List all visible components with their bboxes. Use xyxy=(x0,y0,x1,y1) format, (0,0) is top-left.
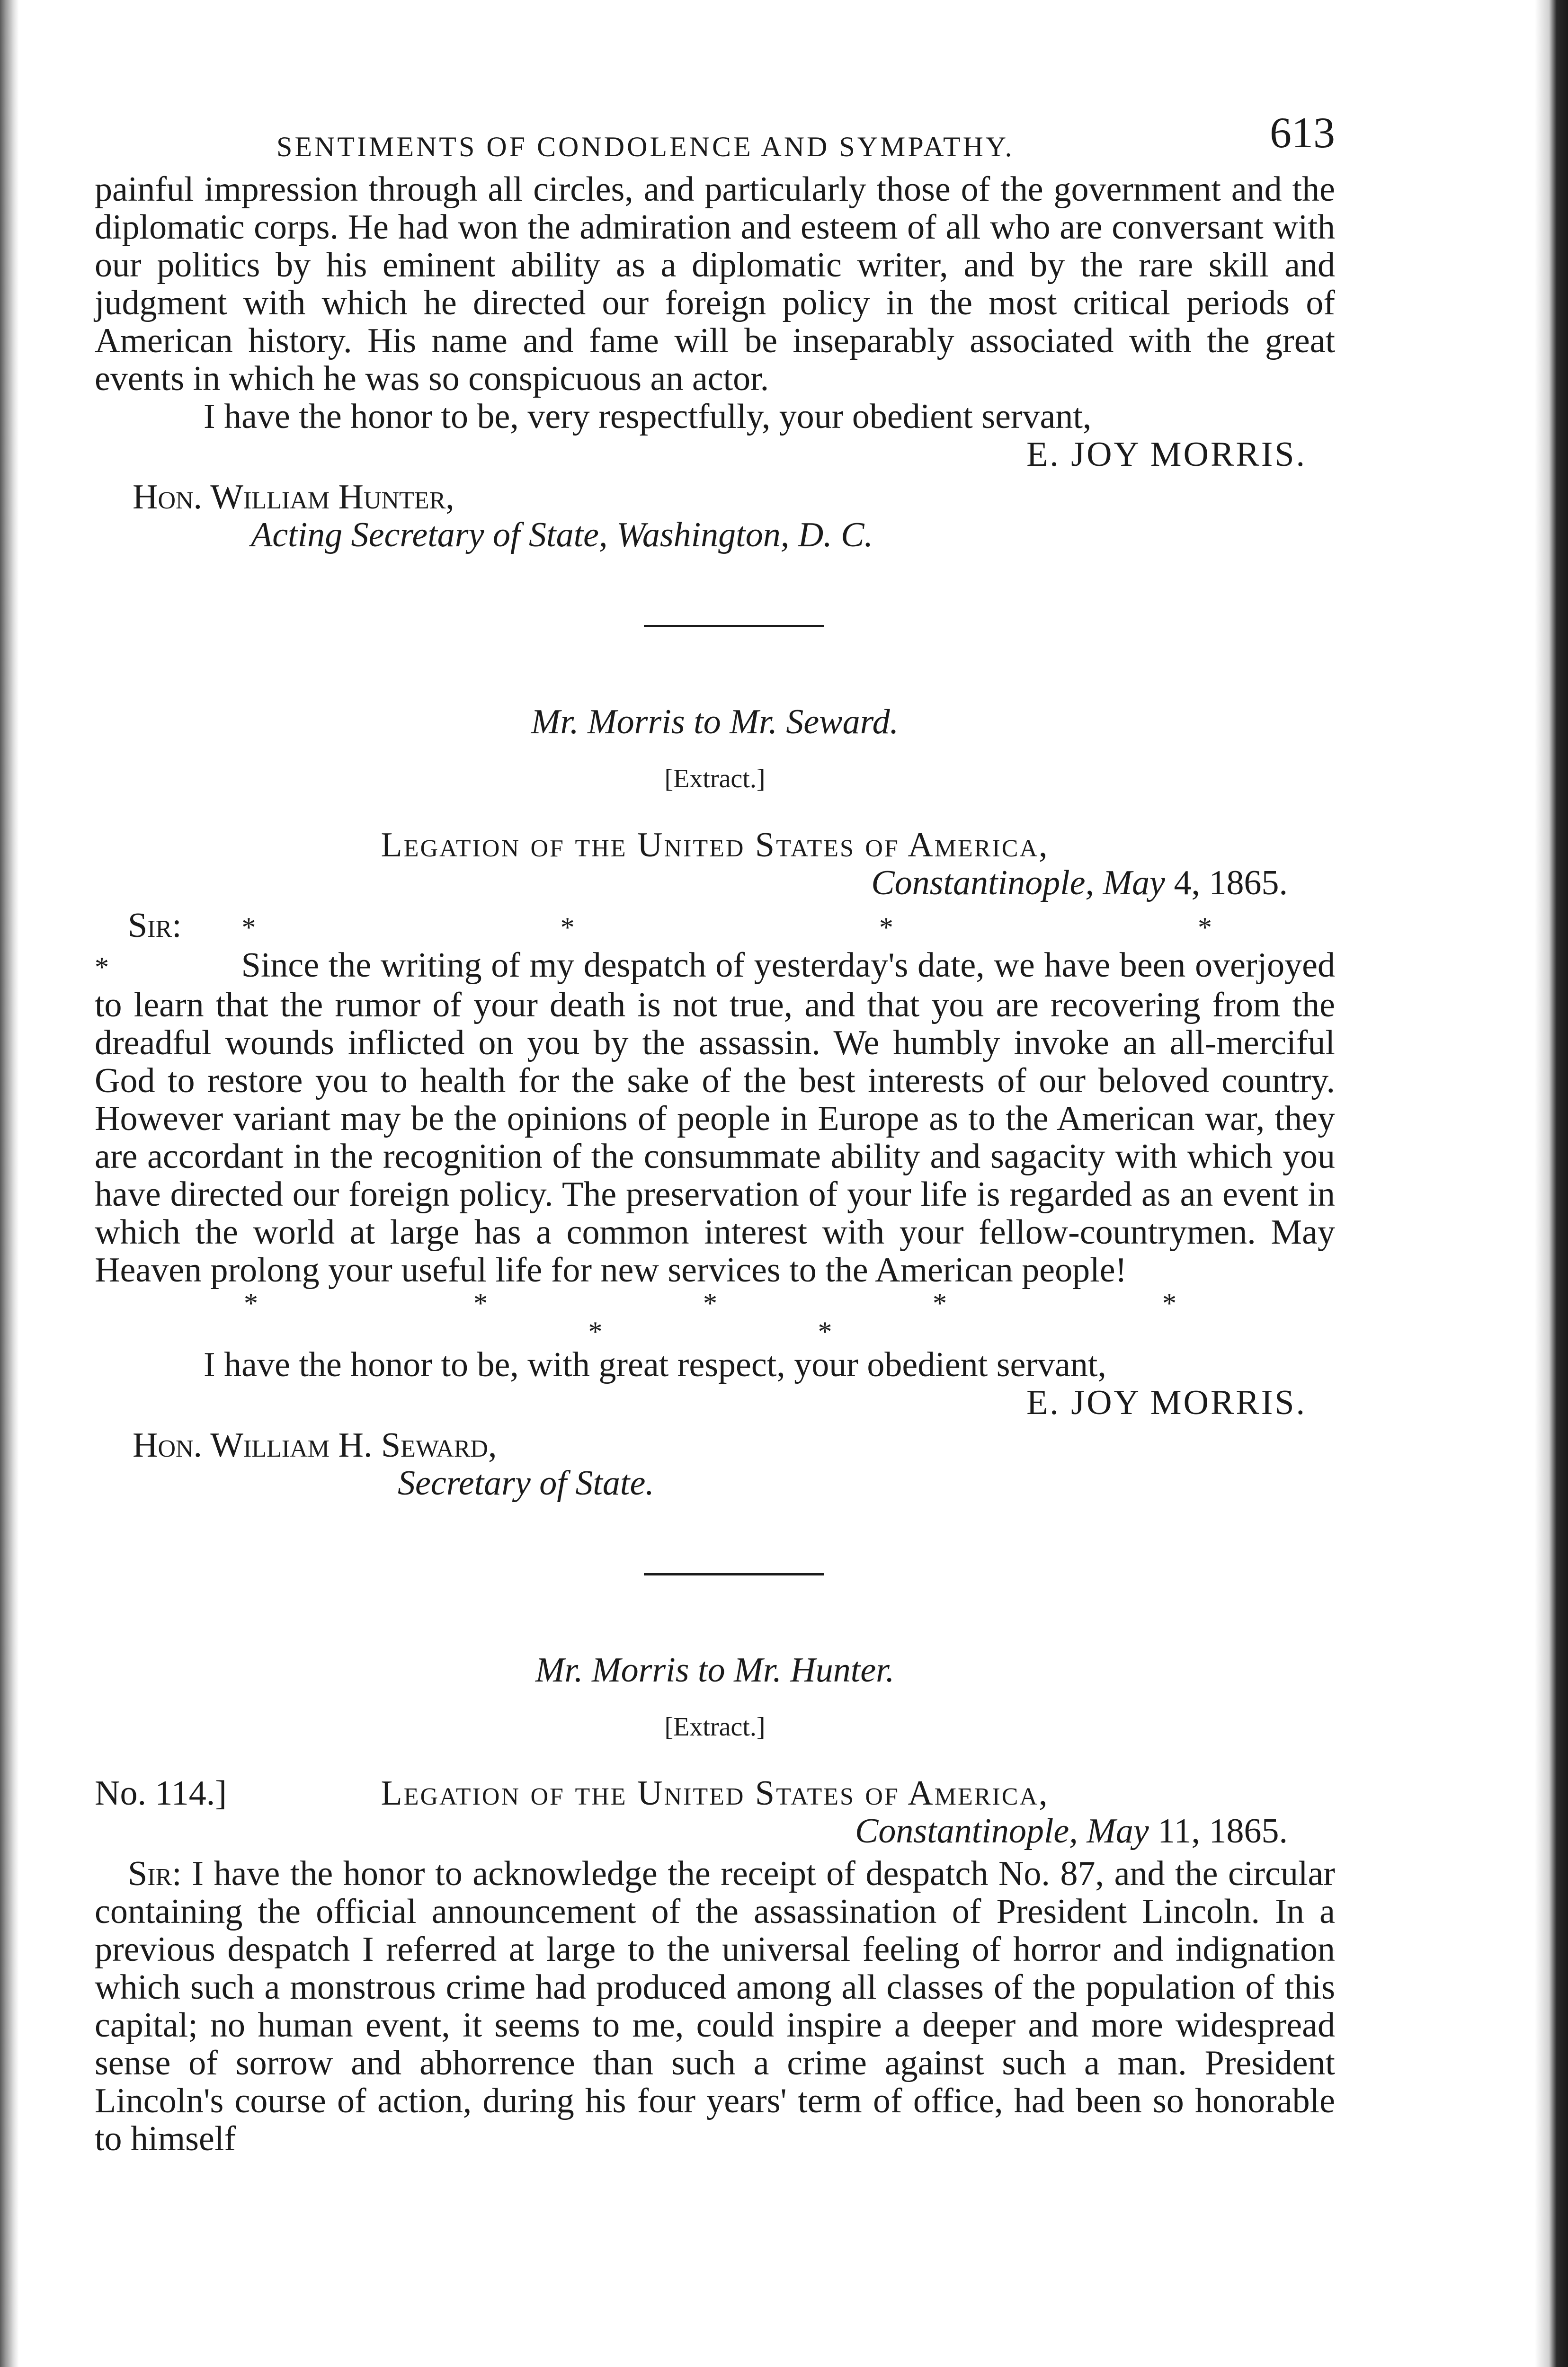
letter-3-salutation: Sir: xyxy=(128,1854,182,1893)
letter-2-extract-label: [Extract.] xyxy=(664,764,766,793)
letter-3-extract-label: [Extract.] xyxy=(664,1712,766,1742)
letter-2-salutation: Sir: xyxy=(128,906,182,945)
letter-1-addressee xyxy=(133,478,1335,554)
letter-3-date: 11, 1865. xyxy=(1158,1812,1288,1851)
letter-3-body-para xyxy=(95,1855,1335,2158)
addressee-office: Acting Secretary of State, Washington, D. C. xyxy=(251,516,873,554)
letter-2-signature: E. JOY MORRIS. xyxy=(1026,1383,1307,1422)
letter-2-addressee xyxy=(133,1426,1335,1502)
letter-3-legation: Legation of the United States of America, xyxy=(381,1774,1049,1813)
letter-3-place-date xyxy=(95,1812,1335,1850)
letter-1 xyxy=(95,170,1335,554)
book-page xyxy=(95,108,1336,2158)
letter-2-body: Since the writing of my despatch of yesterday's date, we have been overjoyed to learn that the rumor of your death is not true, and that you are recovering from the dreadful wounds inflicted on you by the assassin. We humbly invoke an all-merciful God to restore you to health for the sake of the best interests of our beloved country. However variant may be the opinions of people in Europe as to the American war, they are accordant in the recognition of the consummate ability and sagacity with which you have directed our foreign policy. The preservation of your life is regarded as an event in which the world at large has a common interest with your fellow-countrymen. May Heaven prolong your useful life for new services to the American people! xyxy=(95,946,1335,1290)
addressee-office: Secretary of State. xyxy=(398,1464,654,1503)
letter-2-legation: Legation of the United States of America, xyxy=(381,826,1049,864)
letter-1-body: painful impression through all circles, and particularly those of the government and the diplomatic corps. He had won the admiration and esteem of all who are conversant with our politics by his eminent ability as a diplomatic writer, and by the rare skill and judgment with which he directed our foreign policy in the most critical periods of American history. His name and fame will be inseparably associated with the great events in which he was so conspicuous an actor. xyxy=(95,170,1335,398)
letter-2-stars-inline: * * * * * xyxy=(95,912,1336,983)
letter-2-body-para xyxy=(95,907,1335,1289)
letter-1-closing: I have the honor to be, very respectfully, your obedient servant, xyxy=(204,397,1092,436)
letter-3-place: Constantinople, xyxy=(855,1812,1078,1851)
section-divider xyxy=(644,625,824,627)
scan-edge-right xyxy=(1535,0,1568,2367)
letter-2 xyxy=(95,703,1335,1502)
letter-2-closing: I have the honor to be, with great respect, your obedient servant, xyxy=(204,1345,1106,1384)
section-divider xyxy=(644,1573,824,1575)
letter-2-place: Constantinople, xyxy=(871,863,1094,902)
running-head xyxy=(95,108,1335,170)
letter-2-date: 4, 1865. xyxy=(1174,863,1288,902)
letter-3-despatch-number: No. 114.] xyxy=(95,1774,227,1813)
letter-3-legation-line xyxy=(95,1774,1335,1812)
letter-2-heading: Mr. Morris to Mr. Seward. xyxy=(531,703,899,741)
addressee-name: Hon. William H. Seward, xyxy=(133,1426,497,1465)
letter-2-place-date xyxy=(95,864,1335,902)
scan-edge-left xyxy=(0,0,19,2367)
addressee-name: Hon. William Hunter, xyxy=(133,478,454,516)
letter-3-month: May xyxy=(1087,1812,1149,1851)
letter-3-body: I have the honor to acknowledge the receipt of despatch No. 87, and the circular containing the official announcement of the assassination of President Lincoln. In a previous despatch I referred at large to the universal feeling of horror and indignation which such a monstrous crime had produced among all classes of the population of this capital; no human event, it seems to me, could inspire a deeper and more widespread sense of sorrow and abhorrence than such a crime against such a man. President Lincoln's course of action, during his four years' term of office, had been so honorable to himself xyxy=(95,1854,1335,2158)
letter-2-stars-line: * * * * * * * xyxy=(244,1288,1281,1347)
letter-3 xyxy=(95,1651,1335,2158)
letter-2-month: May xyxy=(1103,863,1165,902)
letter-3-heading: Mr. Morris to Mr. Hunter. xyxy=(535,1651,895,1690)
running-head-title: SENTIMENTS OF CONDOLENCE AND SYMPATHY. xyxy=(276,131,1015,162)
letter-1-signature: E. JOY MORRIS. xyxy=(1026,435,1307,474)
page-number: 613 xyxy=(1270,108,1335,157)
